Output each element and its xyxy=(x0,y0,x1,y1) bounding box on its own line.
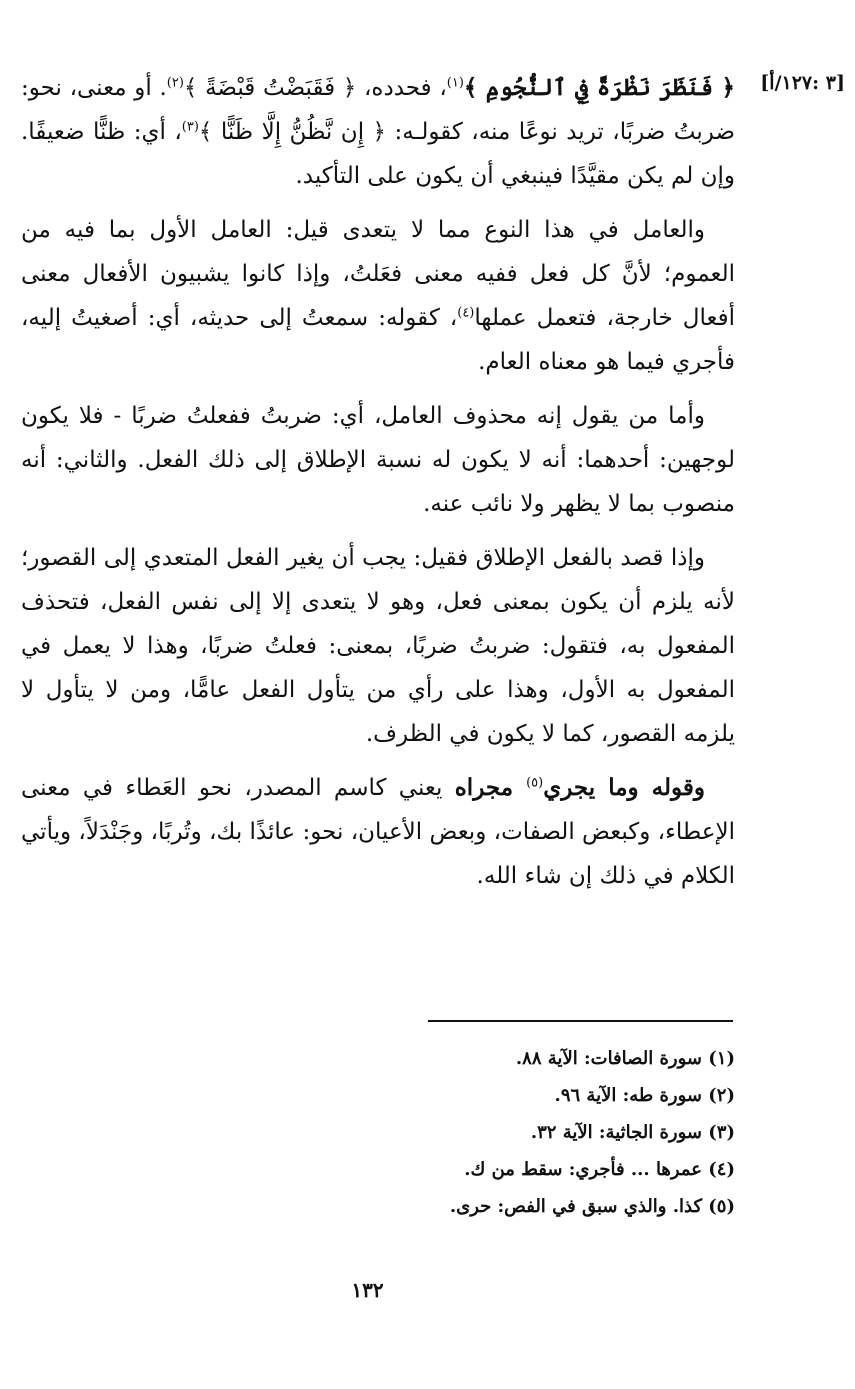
footnote-3: (٣) سورة الجاثية: الآية ٣٢. xyxy=(530,1122,735,1143)
paragraph-1 xyxy=(21,66,735,198)
footnote-marker-5: (٥) xyxy=(526,775,544,791)
footnote-marker-3: (٣) xyxy=(181,119,199,135)
text-segment: والعامل في هذا النوع مما لا يتعدى قيل: العامل الأول بما فيه من العموم؛ لأنَّ كل فعل ففيه معنى فعَلتُ، وإذا كانوا يشبيون الأفعال معنى أفعال خارجة، فتعمل عملها xyxy=(21,217,735,331)
footnote-5: (٥) كذا. والذي سبق في الفص: حرى. xyxy=(449,1196,735,1217)
footnote-separator xyxy=(428,1020,733,1022)
footnote-4: (٤) عمرها ... فأجري: سقط من ك. xyxy=(464,1159,735,1180)
footnote-marker-4: (٤) xyxy=(457,305,475,321)
text-segment: ، أي: ظنًّا ضعيفًا. وإن لم يكن مقيَّدًا فينبغي أن يكون على التأكيد. xyxy=(21,119,735,189)
paragraph-5 xyxy=(21,766,735,898)
footnotes xyxy=(315,1040,735,1225)
paragraph-3: وأما من يقول إنه محذوف العامل، أي: ضربتُ ففعلتُ ضربًا - فلا يكون لوجهين: أحدهما: أنه لا يكون له نسبة الإطلاق إلى ذلك الفعل. والثاني: أنه منصوب بما لا يظهر ولا نائب عنه. xyxy=(21,403,735,517)
footnote-marker-1: (١) xyxy=(446,75,464,91)
footnote-2: (٢) سورة طه: الآية ٩٦. xyxy=(554,1085,735,1106)
margin-manuscript-reference: [٣ :١٢٧/أ] xyxy=(760,72,845,94)
main-text xyxy=(21,66,735,908)
page-number: ١٣٢ xyxy=(351,1278,384,1302)
text-segment: ، فحدده، ﴿ فَقَبَضْتُ قَبْضَةً ﴾ xyxy=(183,75,447,101)
bold-heading-phrase: وقوله وما يجري xyxy=(543,774,705,801)
text-segment: ، كقوله: سمعتُ إلى حديثه، أي: أصغيتُ إليه، فأجري فيما هو معناه العام. xyxy=(21,305,735,375)
footnote-marker-2: (٢) xyxy=(166,75,184,91)
bold-heading-phrase-2: مجراه xyxy=(454,774,527,801)
paragraph-2 xyxy=(21,208,735,384)
text-segment: . أو معنى، نحو: ضربتُ ضربًا، تريد نوعًا منه، كقولـه: ﴿ إِن نَّظُنُّ إِلَّا ظَنًّا ﴾ xyxy=(21,75,736,145)
text-segment: يعني كاسم المصدر، نحو العَطاء في معنى الإعطاء، وكبعض الصفات، وبعض الأعيان، نحو: عائذًا بك، وتُربًا، وجَنْدَلاً، ويأتي الكلام في ذلك إن شاء الله. xyxy=(21,775,735,889)
footnote-1: (١) سورة الصافات: الآية ٨٨. xyxy=(515,1048,735,1069)
quran-quote: ﴿ فَنَظَرَ نَظْرَةً فِي ٱلنُّجُومِ ﴾ xyxy=(463,74,735,101)
paragraph-4: وإذا قصد بالفعل الإطلاق فقيل: يجب أن يغير الفعل المتعدي إلى القصور؛ لأنه يلزم أن يكون بمعنى فعل، وهو لا يتعدى إلا إلى نفس الفعل، فتحذف المفعول به، فتقول: ضربتُ ضربًا، بمعنى: فعلتُ ضربًا، وهذا لا يعمل في المفعول به الأول، وهذا على رأي من يتأول الفعل عامًّا، ومن لا يتأول لا يلزمه القصور، كما لا يكون في الظرف. xyxy=(21,545,735,747)
